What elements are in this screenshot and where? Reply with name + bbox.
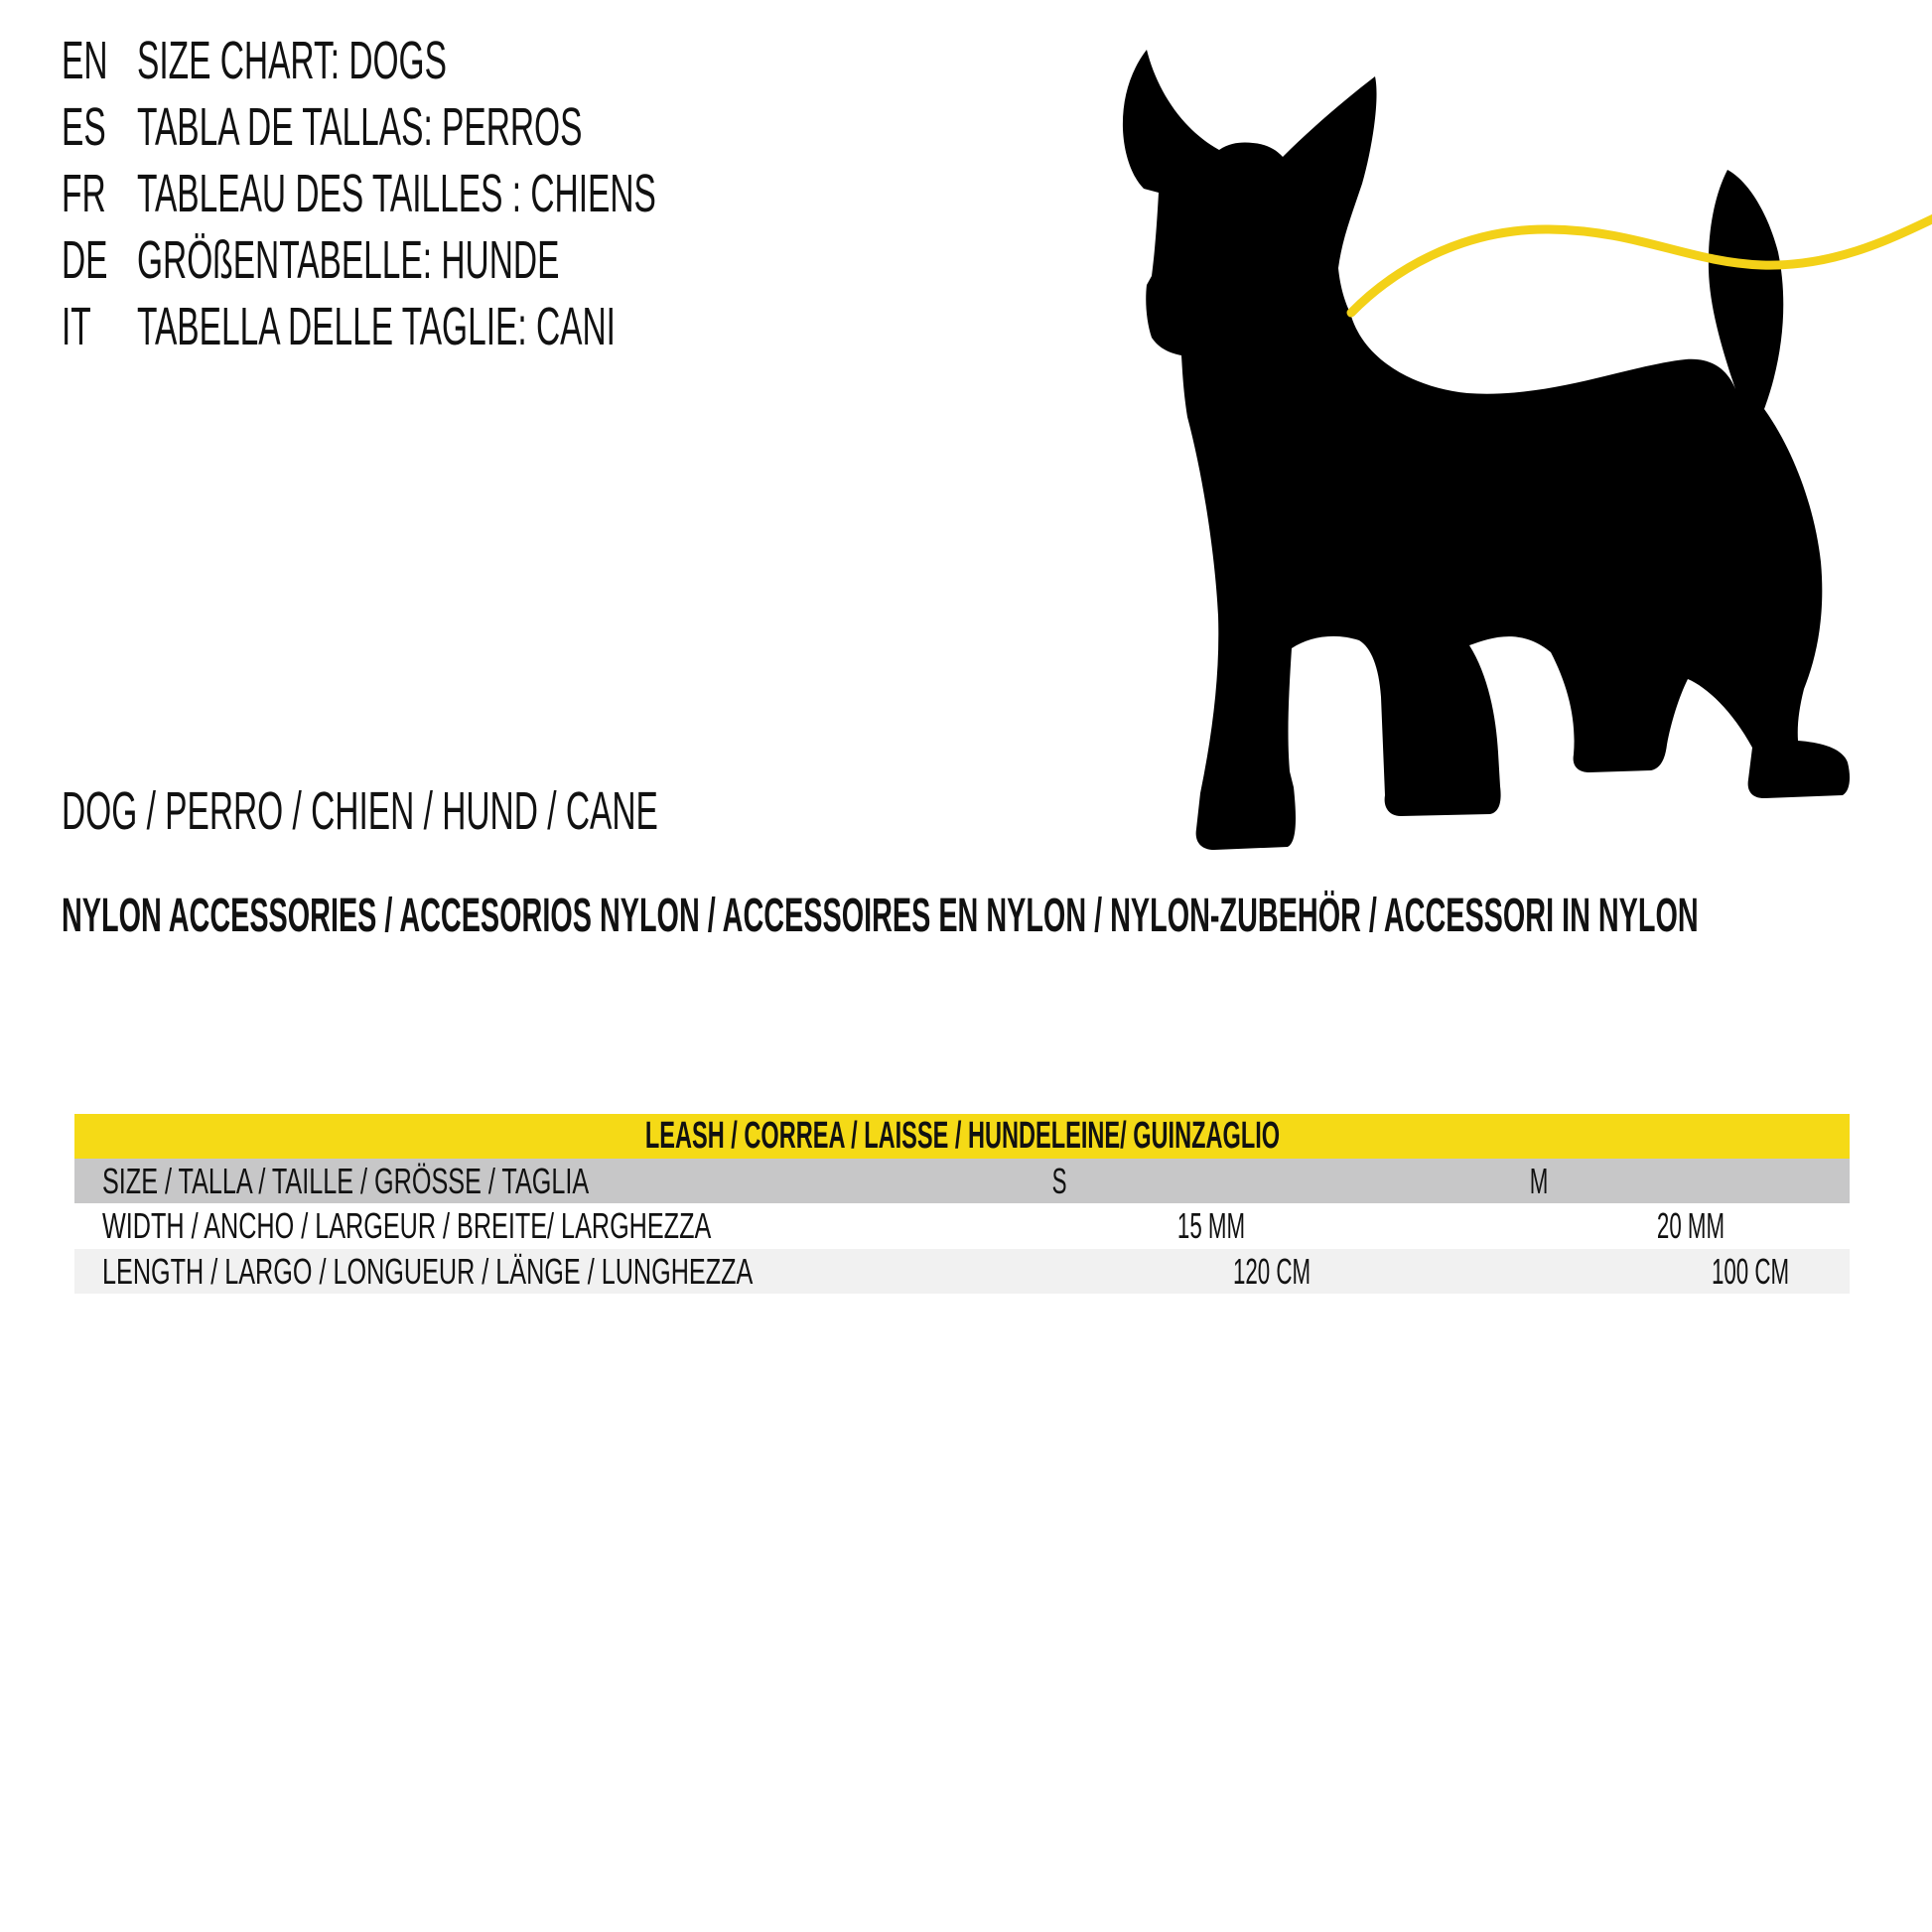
- material-caption-text: NYLON ACCESSORIES / ACCESORIOS NYLON / ACCESSOIRES EN NYLON / NYLON-ZUBEHÖR / ACCESSORI IN NYLON: [62, 890, 1699, 942]
- language-label: TABELLA DELLE TAGLIE: CANI: [137, 297, 616, 356]
- language-row-de: [62, 227, 974, 294]
- row-label-text: WIDTH / ANCHO / LARGEUR / BREITE/ LARGHEZZA: [102, 1205, 712, 1246]
- cell-size-s: [820, 1159, 1300, 1203]
- animal-caption: [62, 778, 1024, 845]
- cell-value: 15 MM: [1177, 1205, 1246, 1246]
- cell-length-m: [1511, 1249, 1932, 1294]
- language-legend: [62, 28, 974, 360]
- animal-caption-text: DOG / PERRO / CHIEN / HUND / CANE: [62, 781, 658, 841]
- cell-value: 120 CM: [1232, 1251, 1311, 1292]
- language-row-es: [62, 94, 974, 161]
- dog-illustration-svg: [1092, 40, 1932, 864]
- row-label-text: LENGTH / LARGO / LONGUEUR / LÄNGE / LUNGHEZZA: [102, 1251, 754, 1292]
- dog-silhouette: [1123, 50, 1850, 850]
- language-label: SIZE CHART: DOGS: [137, 31, 447, 90]
- cell-value: S: [1051, 1161, 1067, 1201]
- language-code: ES: [62, 97, 106, 157]
- cell-length-s: [1032, 1249, 1511, 1294]
- leash-line: [1351, 217, 1932, 313]
- language-code: EN: [62, 31, 108, 90]
- cell-width-m: [1451, 1203, 1931, 1249]
- dog-illustration: [1092, 40, 1932, 864]
- table-header-leash: [74, 1114, 1850, 1159]
- cell-size-m: [1300, 1159, 1779, 1203]
- table-row-length: [74, 1249, 1850, 1294]
- language-label: TABLEAU DES TAILLES : CHIENS: [137, 164, 656, 223]
- language-code: DE: [62, 230, 108, 290]
- language-code: IT: [62, 297, 91, 356]
- language-row-it: [62, 294, 974, 360]
- language-row-en: [62, 28, 974, 94]
- cell-value: M: [1529, 1161, 1549, 1201]
- language-row-fr: [62, 161, 974, 227]
- row-label-width: [74, 1203, 972, 1249]
- size-table: [74, 1114, 1850, 1294]
- table-row-size: [74, 1159, 1850, 1203]
- row-label-text: SIZE / TALLA / TAILLE / GRÖSSE / TAGLIA: [102, 1161, 590, 1201]
- language-code: FR: [62, 164, 106, 223]
- table-row-width: [74, 1203, 1850, 1249]
- language-label: TABLA DE TALLAS: PERROS: [137, 97, 583, 157]
- cell-value: 100 CM: [1712, 1251, 1790, 1292]
- table-header-text: LEASH / CORREA / LAISSE / HUNDELEINE/ GUINZAGLIO: [644, 1115, 1280, 1157]
- row-label-size: [74, 1159, 820, 1203]
- language-label: GRÖßENTABELLE: HUNDE: [137, 230, 560, 290]
- cell-width-s: [972, 1203, 1451, 1249]
- material-caption: [62, 887, 1932, 946]
- row-label-length: [74, 1249, 1032, 1294]
- cell-value: 20 MM: [1657, 1205, 1725, 1246]
